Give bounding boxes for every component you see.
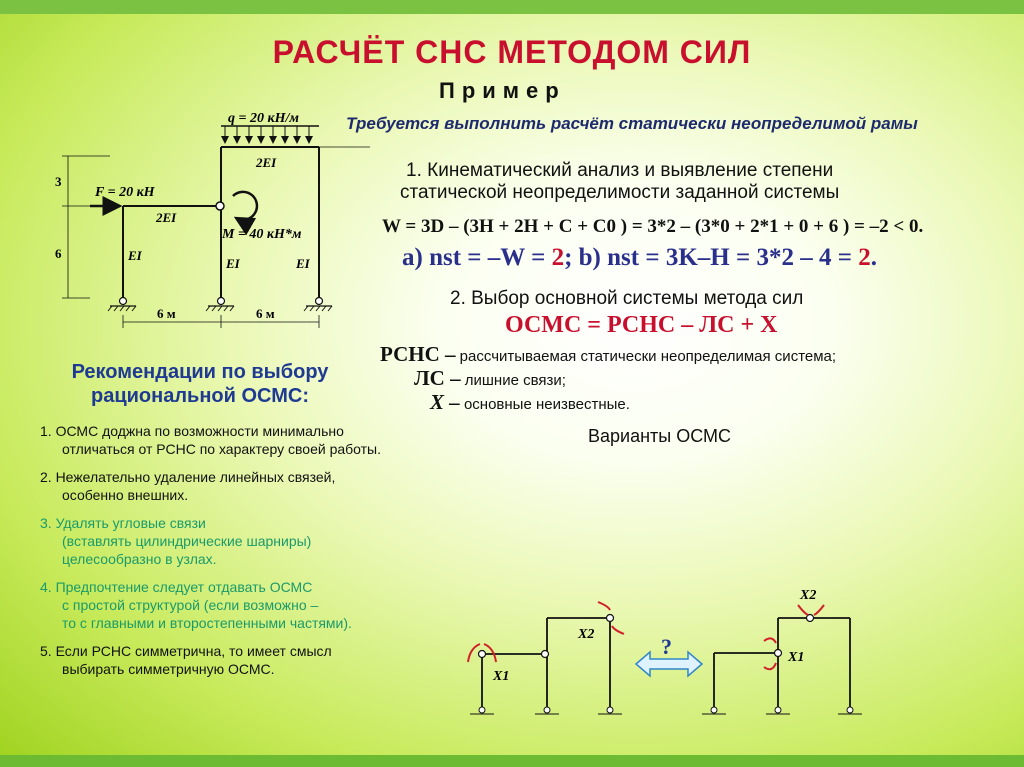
moment-label: M = 40 кН*м — [222, 227, 302, 242]
variant-1-x1: X1 — [493, 669, 510, 684]
rigidity-col2: EI — [226, 256, 240, 271]
rigidity-mid: 2EI — [156, 210, 177, 225]
list-item: 1. ОСМС доджна по возможности минимально отличаться от РСНС по характеру своей работы. — [40, 423, 381, 457]
list-item: 2. Нежелательно удаление линейных связей, особенно внешних. — [40, 469, 336, 503]
rigidity-col3: EI — [296, 256, 310, 271]
dim-3: 3 — [55, 174, 62, 189]
list-item: 5. Если РСНС симметрична, то имеет смысл выбирать симметричную ОСМС. — [40, 643, 332, 677]
recommendations-title: Рекомендации по выбору рациональной ОСМС: — [71, 361, 329, 407]
variant-1-x2: X2 — [578, 627, 595, 642]
load-q-label: q = 20 кН/м — [228, 111, 299, 126]
task-statement: Требуется выполнить расчёт статически неопределимой рамы — [346, 114, 918, 133]
rigidity-col1: EI — [128, 248, 142, 263]
frame-diagram — [50, 110, 380, 335]
osms-formula: ОСМС = РСНС – ЛС + X — [505, 312, 778, 338]
page-title: РАСЧЁТ СНС МЕТОДОМ СИЛ — [272, 34, 752, 70]
list-item: 3. Удалять угловые связи (вставлять цилиндрические шарниры) целесообразно в узлах. — [40, 515, 312, 567]
page-subtitle: Пример — [439, 78, 566, 103]
comparison-arrow — [634, 634, 704, 684]
variant-2-x1: X1 — [788, 650, 805, 665]
variant-2-diagram — [700, 585, 875, 722]
question-mark: ? — [661, 634, 672, 659]
formula-n: a) nst = –W = 2; b) nst = 3K–H = 3*2 – 4 = 2. — [402, 244, 877, 271]
definition-item: РСНС – рассчитываемая статически неопределимая система; — [380, 342, 837, 366]
span-1: 6 м — [157, 306, 176, 321]
recommendations-list — [40, 422, 381, 688]
top-bar — [0, 0, 1024, 14]
section-1-heading: 1. Кинематический анализ и выявление степени статической неопределимости заданной системы — [400, 160, 840, 203]
definitions — [380, 342, 836, 414]
definition-item: X – основные неизвестные. — [430, 390, 630, 414]
variants-title: Варианты ОСМС — [588, 426, 732, 446]
variant-1-diagram — [460, 590, 635, 722]
definition-item: ЛС – лишние связи; — [414, 366, 566, 390]
variant-2-x2: X2 — [800, 588, 817, 603]
load-f-label: F = 20 кН — [95, 185, 155, 200]
formula-w: W = 3D – (3H + 2H + C + C0 ) = 3*2 – (3*0 + 2*1 + 0 + 6 ) = –2 < 0. — [382, 216, 924, 237]
span-2: 6 м — [256, 306, 275, 321]
rigidity-top: 2EI — [256, 155, 277, 170]
list-item: 4. Предпочтение следует отдавать ОСМС с простой структурой (если возможно – то с главными и второстепенными частями). — [40, 579, 352, 631]
section-2-heading: 2. Выбор основной системы метода сил — [450, 288, 804, 309]
bottom-bar — [0, 755, 1024, 767]
dim-6: 6 — [55, 246, 62, 261]
